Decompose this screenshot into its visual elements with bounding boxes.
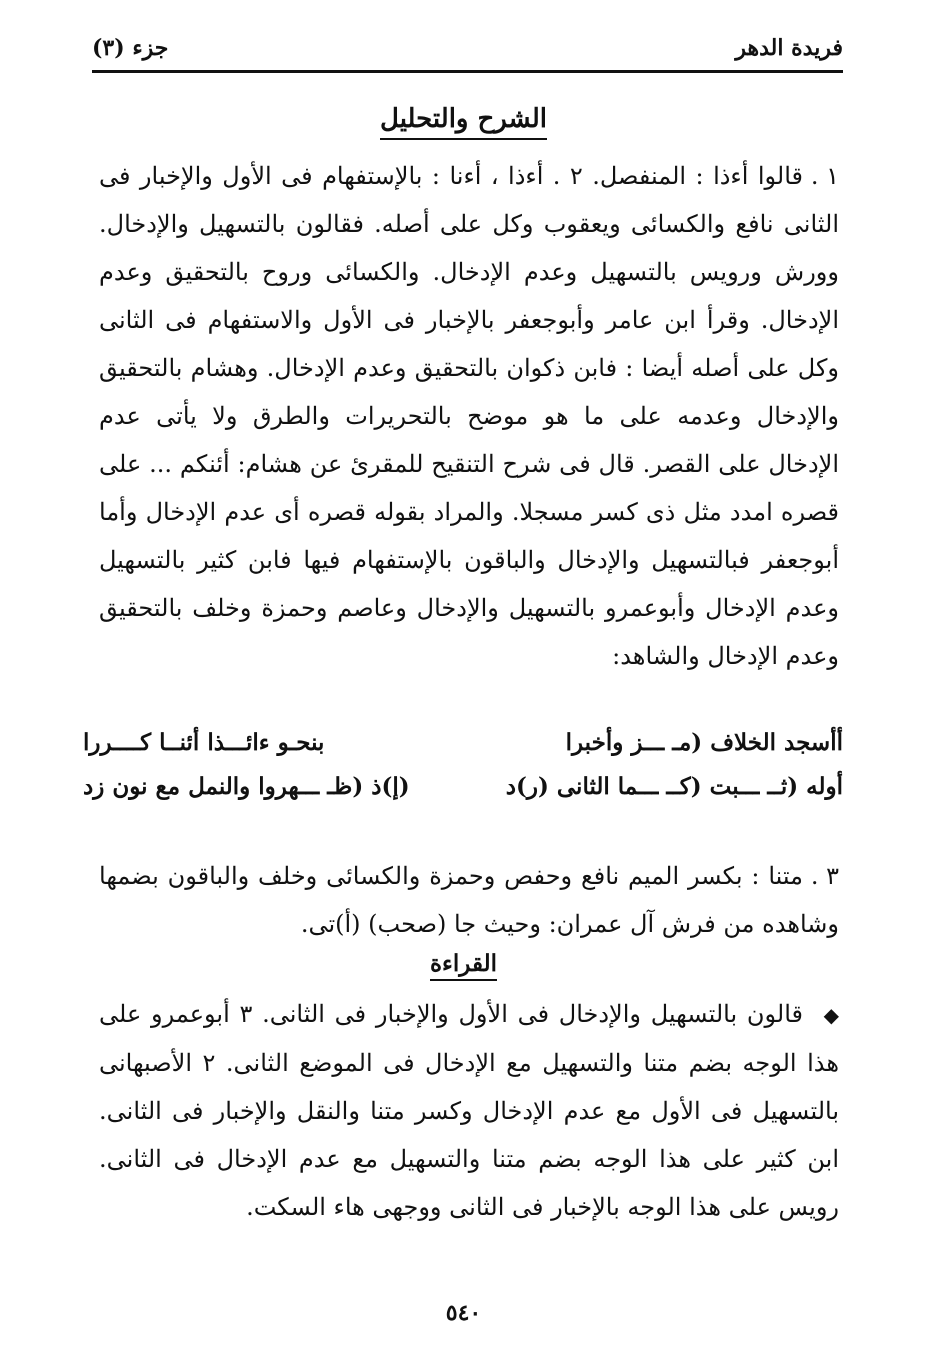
paragraph-3 <box>99 852 839 948</box>
page-number: ٥٤٠ <box>445 1300 482 1326</box>
section-title-text: الشرح والتحليل <box>380 104 547 140</box>
part-number: جزء (٣) <box>92 35 169 61</box>
verse-line-2 <box>83 764 843 810</box>
verse-2-hemistich-1: أوله (ثــ ـــبت (كــ ـــما الثانى (ر)د <box>505 773 843 800</box>
item-marker-1: ١ . <box>810 162 839 190</box>
reading-title <box>0 950 927 977</box>
verse-line-1 <box>83 720 843 766</box>
diamond-bullet-icon: ◆ <box>823 1003 839 1027</box>
paragraph-1-text: قالوا أءذا : المنفصل. ٢ . أءذا ، أءنا : بالإستفهام فى الأول والإخبار فى الثانى نافع والكسائى ويعقوب وكل على أصله. فقالون بالتسهيل والإدخال. وورش ورويس بالتسهيل وعدم الإدخال. والكسائى وروح بالتحقيق وعدم الإدخال. وقرأ ابن عامر وأبوجعفر بالإخبار فى الأول والاستفهام فى الثانى وكل على أصله أيضا : فابن ذكوان بالتحقيق وعدم الإدخال. وهشام بالتحقيق والإدخال وعدمه على ما هو موضح بالتحريرات والطرق ولا يأتى عدم الإدخال على القصر. قال فى شرح التنقيح للمقرئ عن هشام: أئنكم ... على قصره امدد مثل ذى كسر مسجلا. والمراد بقوله قصره أى عدم الإدخال وأما أبوجعفر فبالتسهيل والإدخال والباقون بالإستفهام فيها فابن كثير بالتسهيل وعدم الإدخال وأبوعمرو بالتسهيل والإدخال وعاصم وحمزة وخلف بالتحقيق وعدم الإدخال والشاهد: <box>99 162 839 670</box>
item-marker-3: ٣ . <box>810 862 839 890</box>
book-title: فريدة الدهر <box>735 35 843 61</box>
header-divider <box>92 70 843 73</box>
verse-1-hemistich-1: أأسجد الخلاف (مـ ـــز وأخبرا <box>565 729 843 756</box>
reading-text: قالون بالتسهيل والإدخال فى الأول والإخبار فى الثانى. ٣ أبوعمرو على هذا الوجه بضم متنا والتسهيل مع الإدخال فى الموضع الثانى. ٢ الأصبهانى بالتسهيل فى الأول مع عدم الإدخال وكسر متنا والنقل والإخبار فى الثانى. ابن كثير على هذا الوجه بضم متنا والتسهيل مع عدم الإدخال فى الثانى. رويس على هذا الوجه بالإخبار فى الثانى ووجهى هاء السكت. <box>99 1000 839 1221</box>
paragraph-1 <box>99 152 839 680</box>
paragraph-3-text: متنا : بكسر الميم نافع وحفص وحمزة والكسائى وخلف والباقون بضمها وشاهده من فرش آل عمران: وحيث جا (صحب) (أ)تى. <box>99 862 839 938</box>
reading-paragraph <box>99 990 839 1231</box>
verse-1-hemistich-2: بنحـو ءائـــذا أئنــا كــــررا <box>83 729 325 756</box>
verse-2-hemistich-2: (إ)ذ (ظـ ـــهروا والنمل مع نون زد <box>83 773 410 800</box>
section-title <box>0 104 927 134</box>
running-header <box>92 28 843 68</box>
reading-title-text: القراءة <box>430 950 497 981</box>
